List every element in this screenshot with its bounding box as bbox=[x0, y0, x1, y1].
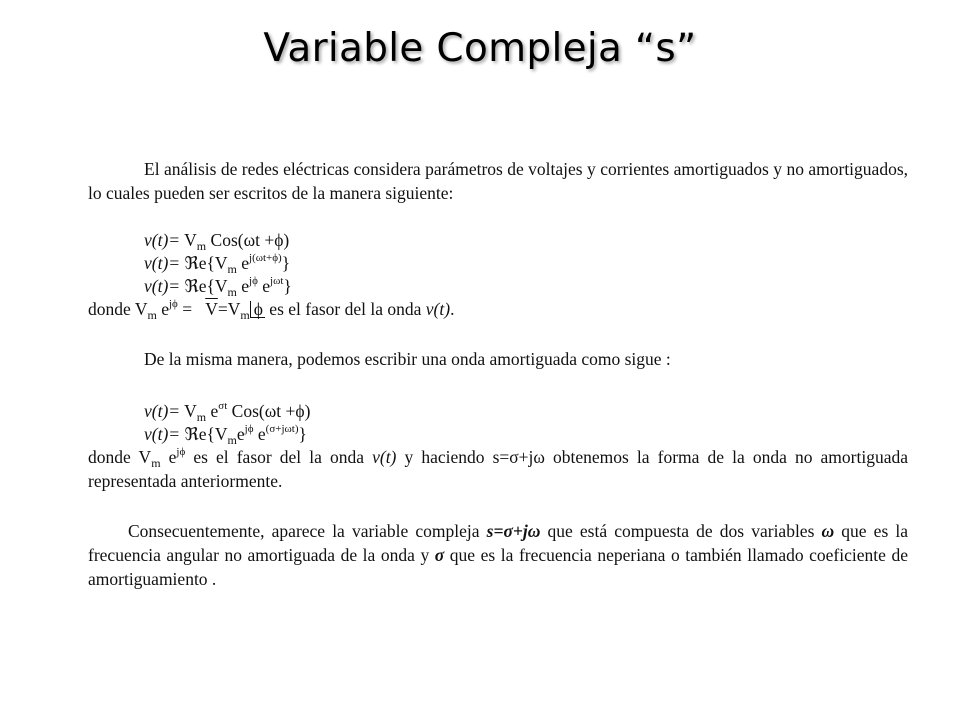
spacer bbox=[88, 205, 908, 228]
conclusion-paragraph: Consecuentemente, aparece la variable compleja s=σ+jω que está compuesta de dos variables ω que es la frecuencia angular no amortiguada de la onda y σ que es la frecuencia neperiana o también llamado coeficiente de amortiguamiento . bbox=[88, 521, 908, 589]
equation-4: $v(t)= V_m$ $e^{\sigma t}$ Cos(ωt +ϕ) bbox=[144, 400, 311, 424]
phasor-definition-line: donde $V_m$ $e^{j\phi}$ = $\overline{V}=V_m$ ϕ es el fasor del la onda v(t). bbox=[88, 298, 455, 322]
document-body bbox=[88, 157, 908, 591]
damped-phasor-paragraph: donde $V_m$ $e^{j\phi}$ es el fasor del la onda v(t) y haciendo s=σ+jω obtenemos la forma de la onda no amortiguada representada anteriormente. bbox=[88, 446, 909, 491]
spacer bbox=[88, 371, 908, 399]
slide-title: Variable Compleja “s” bbox=[263, 26, 697, 71]
equation-5: $v(t)= ℜe\{V_me^{j\phi}$ $e^{(\sigma+j\omega t)}$} bbox=[144, 423, 307, 447]
angle-symbol: ϕ bbox=[250, 301, 265, 318]
equation-2: $v(t)= ℜe\{V_m$ $e^{j(\omega t+\phi)}$} bbox=[144, 252, 291, 276]
damped-wave-paragraph: De la misma manera, podemos escribir una onda amortiguada como sigue : bbox=[144, 349, 671, 369]
spacer bbox=[88, 493, 908, 519]
equation-1: $v(t)= V_m$ Cos(ωt +ϕ) bbox=[144, 230, 290, 253]
spacer bbox=[88, 321, 908, 347]
intro-paragraph: El análisis de redes eléctricas considera parámetros de voltajes y corrientes amortiguados y no amortiguados, lo cuales pueden ser escritos de la manera siguiente: bbox=[88, 159, 908, 203]
equation-3: $v(t)= ℜe\{V_m$ $e^{j\phi}$ $e^{j\omega t}$} bbox=[144, 275, 292, 299]
